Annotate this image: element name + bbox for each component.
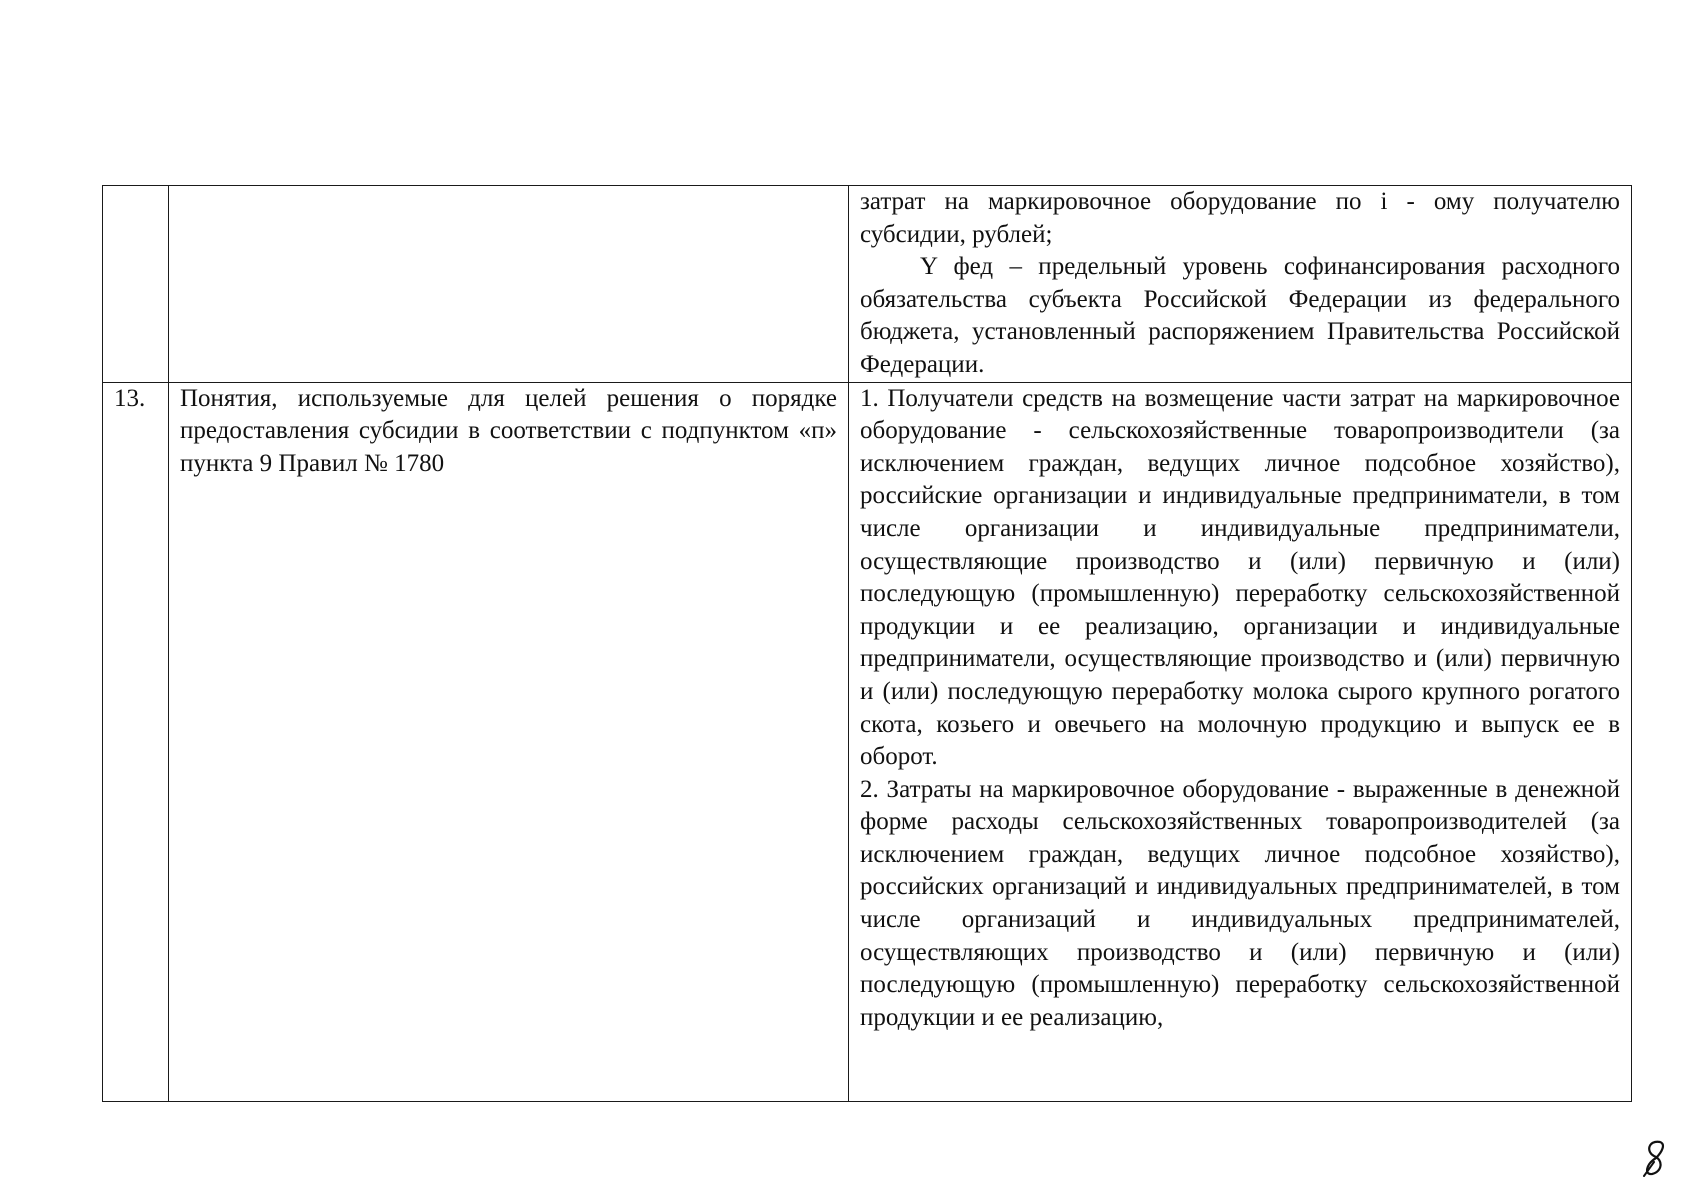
row-number-cell [103,186,169,383]
document-table [102,185,1632,1102]
text-paragraph: Y фед – предельный уровень софинансирования расходного обязательства субъекта Российской Федерации из федерального бюджета, установленный распоряжением Правительства Российской Федерации. [860,253,1620,378]
text-paragraph: 1. Получатели средств на возмещение части затрат на маркировочное оборудование - сельскохозяйственные товаропроизводители (за исключением граждан, ведущих личное подсобное хозяйство), российские организации и индивидуальные предприниматели, в том числе организации и индивидуальные предприниматели, осуществляющие производство и (или) первичную и (или) последующую (промышленную) переработку сельскохозяйственной продукции и ее реализацию, организации и индивидуальные предприниматели, осуществляющие производство и (или) первичную и (или) последующую переработку молока сырого крупного рогатого скота, козьего и овечьего на молочную продукцию и выпуск ее в оборот. [860,384,1620,771]
text-paragraph: затрат на маркировочное оборудование по i - ому получателю субсидии, рублей; [860,188,1620,248]
text-paragraph: 2. Затраты на маркировочное оборудование - выраженные в денежной форме расходы сельскохозяйственных товаропроизводителей (за исключением граждан, ведущих личное подсобное хозяйство), российских организаций и индивидуальных предпринимателей, в том числе организаций и индивидуальных предпринимателей, осуществляющих производство и (или) первичную и (или) последующую (промышленную) переработку сельскохозяйственной продукции и ее реализацию, [860,775,1620,1031]
row-title-cell [169,186,849,383]
table-row-13 [103,382,1632,1101]
row-text-cell [849,382,1632,1101]
row-title-cell: Понятия, используемые для целей решения о порядке предоставления субсидии в соответствии с подпунктом «п» пункта 9 Правил № 1780 [169,382,849,1101]
handwritten-page-number [1640,1138,1670,1178]
table-row-continuation [103,186,1632,383]
row-text-cell [849,186,1632,383]
row-number-cell: 13. [103,382,169,1101]
